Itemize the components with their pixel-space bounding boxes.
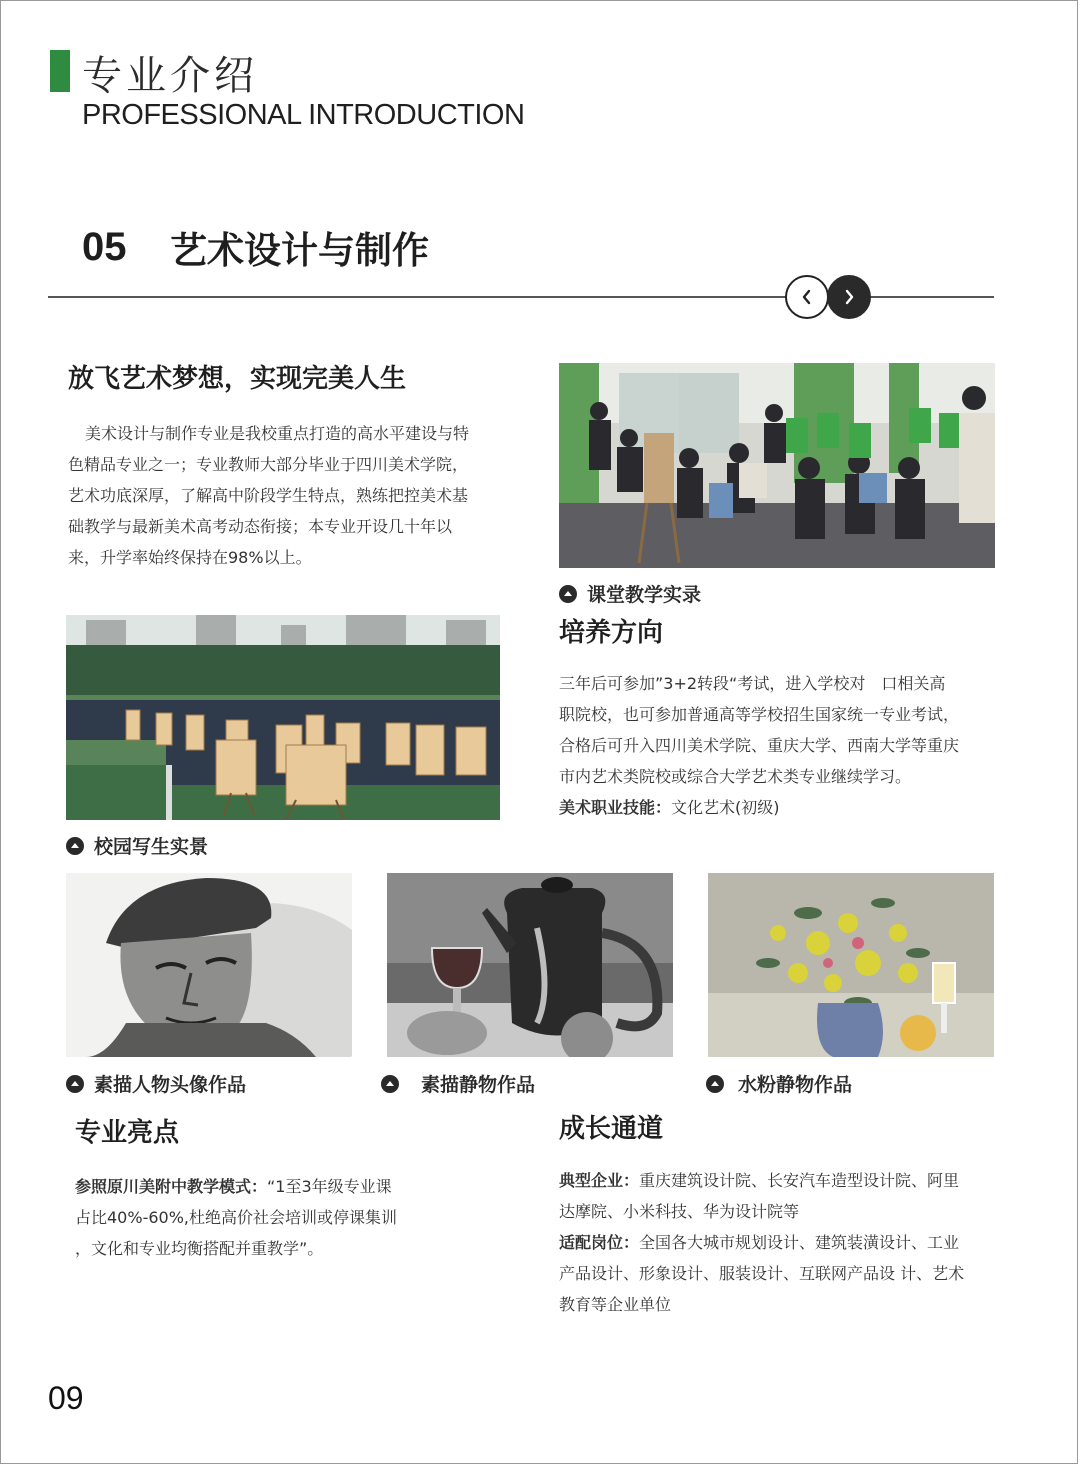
highlights-line: 占比40%-60%,杜绝高价社会培训或停课集训	[75, 1208, 397, 1227]
bullet-icon	[66, 837, 84, 855]
job-line: 产品设计、形象设计、服装设计、互联网产品设 计、艺术	[559, 1264, 965, 1283]
caption-text: 校园写生实景	[94, 836, 209, 858]
highlights-line: ，文化和专业均衡搭配并重教学”。	[75, 1239, 324, 1258]
page-number: 09	[48, 1380, 84, 1416]
stilllife-sketch-image	[387, 873, 673, 1057]
classroom-photo	[559, 363, 995, 568]
enterprise-line	[559, 1165, 1029, 1196]
portrait-sketch-image	[66, 873, 352, 1057]
major-name: 艺术设计与制作	[170, 229, 429, 272]
caption-text: 素描静物作品	[421, 1074, 536, 1096]
bullet-icon	[559, 585, 577, 603]
direction-line: 合格后可升入四川美术学院、重庆大学、西南大学等重庆	[559, 736, 960, 755]
job-line: 教育等企业单位	[559, 1295, 672, 1314]
highlights-paragraph	[75, 1171, 495, 1264]
bullet-icon	[381, 1075, 399, 1093]
intro-line: 色精品专业之一；专业教师大部分毕业于四川美术学院，	[68, 455, 469, 474]
enterprise-line: 达摩院、小米科技、华为设计院等	[559, 1202, 800, 1221]
growth-paragraph	[559, 1165, 1029, 1320]
direction-heading: 培养方向	[559, 618, 664, 648]
job-text: 全国各大城市规划设计、建筑装潢设计、工业	[639, 1233, 960, 1252]
intro-line: 艺术功底深厚，了解高中阶段学生特点，熟练把控美术基	[68, 486, 469, 505]
direction-paragraph	[559, 668, 1019, 823]
highlights-heading: 专业亮点	[75, 1118, 180, 1148]
direction-line: 职院校，也可参加普通高等学校招生国家统一专业考试，	[559, 705, 960, 724]
caption-gouache	[706, 1070, 852, 1097]
caption-text: 课堂教学实录	[587, 584, 702, 606]
section-title-en: PROFESSIONAL INTRODUCTION	[82, 99, 525, 131]
direction-line: 市内艺术类院校或综合大学艺术类专业继续学习。	[559, 767, 912, 786]
bullet-icon	[66, 1075, 84, 1093]
gouache-painting-image	[708, 873, 994, 1057]
skill-value: 文化艺术(初级)	[671, 798, 780, 817]
bullet-icon	[706, 1075, 724, 1093]
enterprise-text: 重庆建筑设计院、长安汽车造型设计院、阿里	[639, 1171, 960, 1190]
caption-classroom	[559, 580, 701, 607]
job-line	[559, 1227, 1029, 1258]
direction-skill	[559, 792, 1019, 823]
major-heading	[82, 222, 429, 272]
caption-campus	[66, 832, 208, 859]
section-accent-bar	[50, 50, 70, 92]
highlights-lead: 参照原川美附中教学模式：	[75, 1177, 268, 1196]
chevron-left-icon	[800, 289, 814, 305]
highlights-text: “1至3年级专业课	[267, 1177, 392, 1196]
highlights-line	[75, 1171, 495, 1202]
intro-heading: 放飞艺术梦想，实现完美人生	[68, 364, 407, 394]
caption-portrait	[66, 1070, 246, 1097]
caption-text: 水粉静物作品	[738, 1074, 853, 1096]
campus-photo	[66, 615, 500, 820]
caption-stilllife	[381, 1070, 535, 1097]
intro-line: 来，升学率始终保持在98%以上。	[68, 548, 312, 567]
intro-paragraph	[68, 418, 528, 573]
enterprise-label: 典型企业：	[559, 1171, 640, 1190]
intro-line: 美术设计与制作专业是我校重点打造的高水平建设与特	[85, 424, 470, 443]
job-label: 适配岗位：	[559, 1233, 640, 1252]
major-number: 05	[82, 224, 127, 269]
intro-line: 础教学与最新美术高考动态衔接；本专业开设几十年以	[68, 517, 453, 536]
skill-label: 美术职业技能：	[559, 798, 672, 817]
chevron-right-icon	[842, 289, 856, 305]
prev-button[interactable]	[785, 275, 829, 319]
growth-heading: 成长通道	[559, 1114, 664, 1144]
section-title-cn: 专业介绍	[82, 53, 258, 99]
caption-text: 素描人物头像作品	[94, 1074, 247, 1096]
direction-line: 三年后可参加”3+2转段“考试，进入学校对 口相关高	[559, 674, 946, 693]
next-button[interactable]	[827, 275, 871, 319]
